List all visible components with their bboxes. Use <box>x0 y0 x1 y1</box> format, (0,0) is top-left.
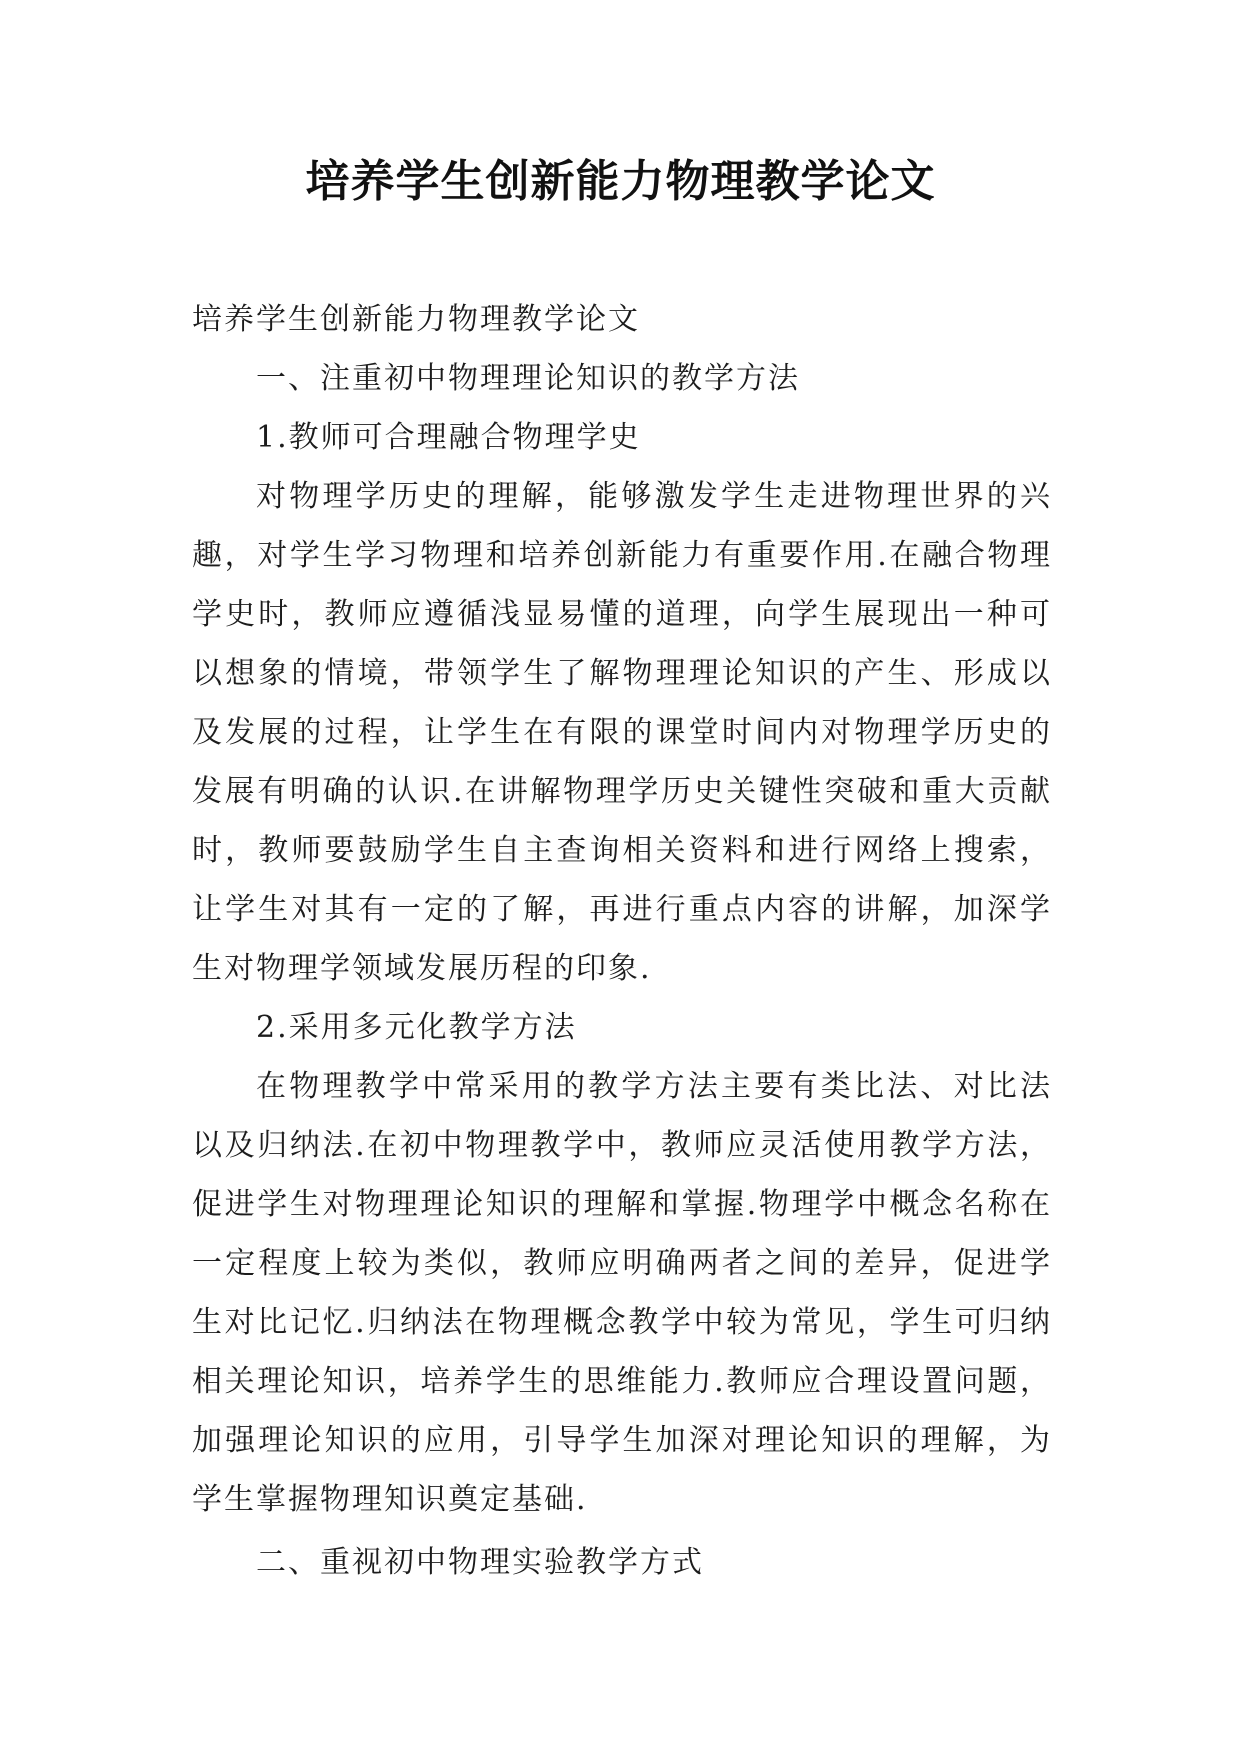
section-heading-1: 一、注重初中物理理论知识的教学方法 <box>256 361 800 396</box>
paragraph-teaching-methods: 在物理教学中常采用的教学方法主要有类比法、对比法以及归纳法.在初中物理教学中，教师应灵活使用教学方法，促进学生对物理理论知识的理解和掌握.物理学中概念名称在一定程度上较为类似，教师应明确两者之间的差异，促进学生对比记忆.归纳法在物理概念教学中较为常见，学生可归纳相关理论知识，培养学生的思维能力.教师应合理设置问题，加强理论知识的应用，引导学生加深对理论知识的理解，为学生掌握物理知识奠定基础. <box>192 1069 1052 1517</box>
subsection-heading-1-2: 2.采用多元化教学方法 <box>256 1010 577 1045</box>
document-body <box>192 290 1052 1592</box>
paragraph-subtitle: 培养学生创新能力物理教学论文 <box>192 302 640 337</box>
paragraph-physics-history: 对物理学历史的理解，能够激发学生走进物理世界的兴趣，对学生学习物理和培养创新能力有重要作用.在融合物理学史时，教师应遵循浅显易懂的道理，向学生展现出一种可以想象的情境，带领学生了解物理理论知识的产生、形成以及发展的过程，让学生在有限的课堂时间内对物理学历史的发展有明确的认识.在讲解物理学历史关键性突破和重大贡献时，教师要鼓励学生自主查询相关资料和进行网络上搜索，让学生对其有一定的了解，再进行重点内容的讲解，加深学生对物理学领域发展历程的印象. <box>192 479 1052 986</box>
subsection-heading-1-1: 1.教师可合理融合物理学史 <box>256 420 641 455</box>
section-heading-2: 二、重视初中物理实验教学方式 <box>256 1545 704 1580</box>
document-title: 培养学生创新能力物理教学论文 <box>305 156 936 207</box>
